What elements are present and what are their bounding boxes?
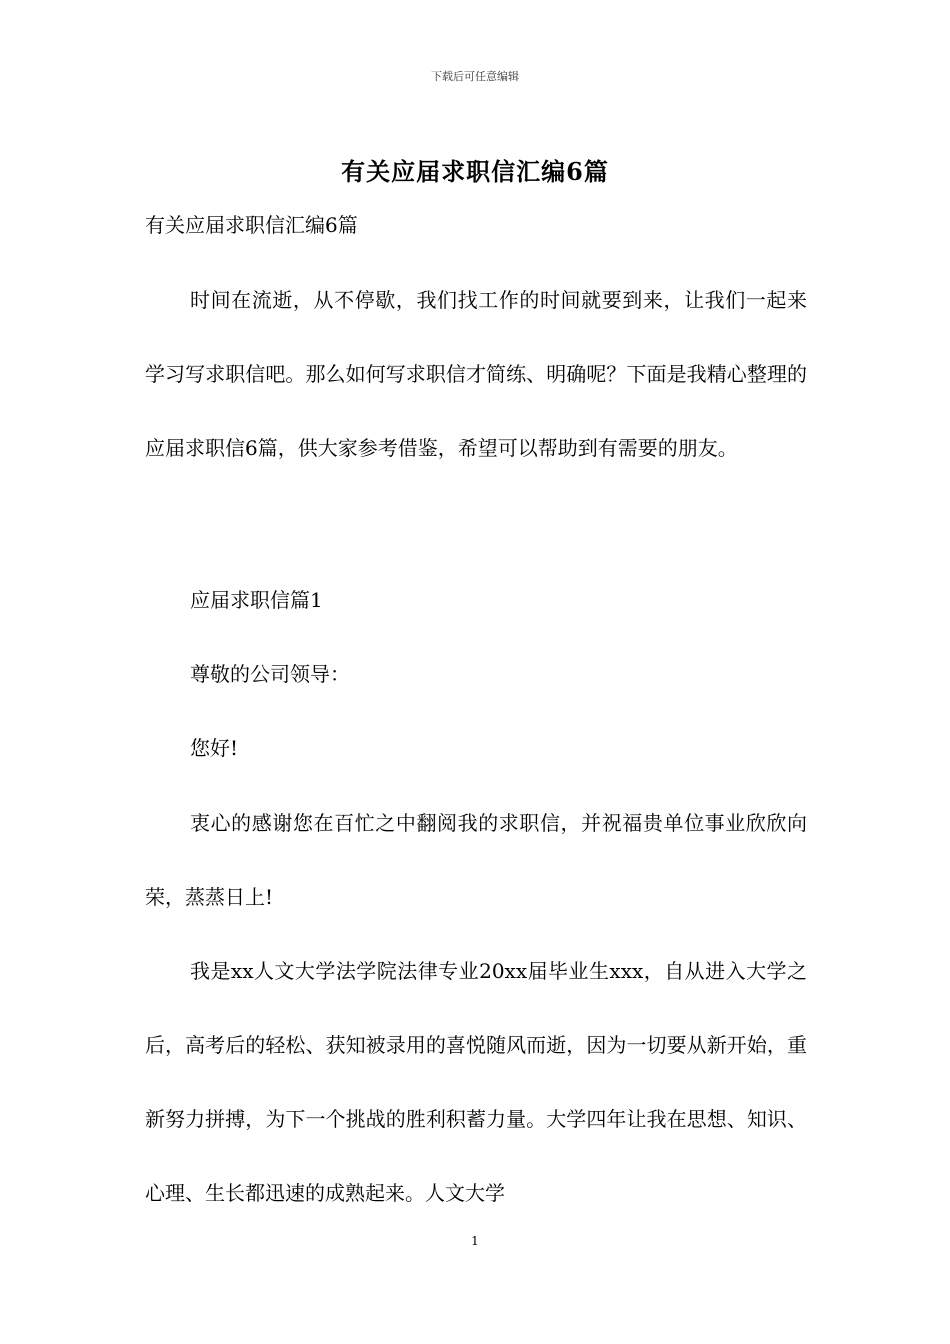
page-number: 1 bbox=[471, 1234, 479, 1248]
page-header-note: 下载后可任意编辑 bbox=[431, 70, 519, 83]
document-title: 有关应届求职信汇编6篇 bbox=[341, 157, 609, 186]
intro-paragraph: 时间在流逝，从不停歇，我们找工作的时间就要到来，让我们一起来学习写求职信吧。那么如何写求职信才简练、明确呢？下面是我精心整理的应届求职信6篇，供大家参考借鉴，希望可以帮助到有需要的朋友。 bbox=[145, 288, 807, 460]
salutation: 尊敬的公司领导： bbox=[190, 662, 350, 686]
greeting: 您好! bbox=[190, 736, 239, 760]
section-heading: 应届求职信篇1 bbox=[190, 588, 323, 612]
self-intro-paragraph: 我是xx人文大学法学院法律专业20xx届毕业生xxx，自从进入大学之后，高考后的轻松、获知被录用的喜悦随风而逝，因为一切要从新开始，重新努力拼搏，为下一个挑战的胜利积蓄力量。大学四年让我在思想、知识、心理、生长都迅速的成熟起来。人文大学 bbox=[145, 959, 807, 1205]
thanks-paragraph: 衷心的感谢您在百忙之中翻阅我的求职信，并祝福贵单位事业欣欣向荣，蒸蒸日上! bbox=[145, 811, 807, 909]
document-subtitle: 有关应届求职信汇编6篇 bbox=[145, 213, 358, 237]
